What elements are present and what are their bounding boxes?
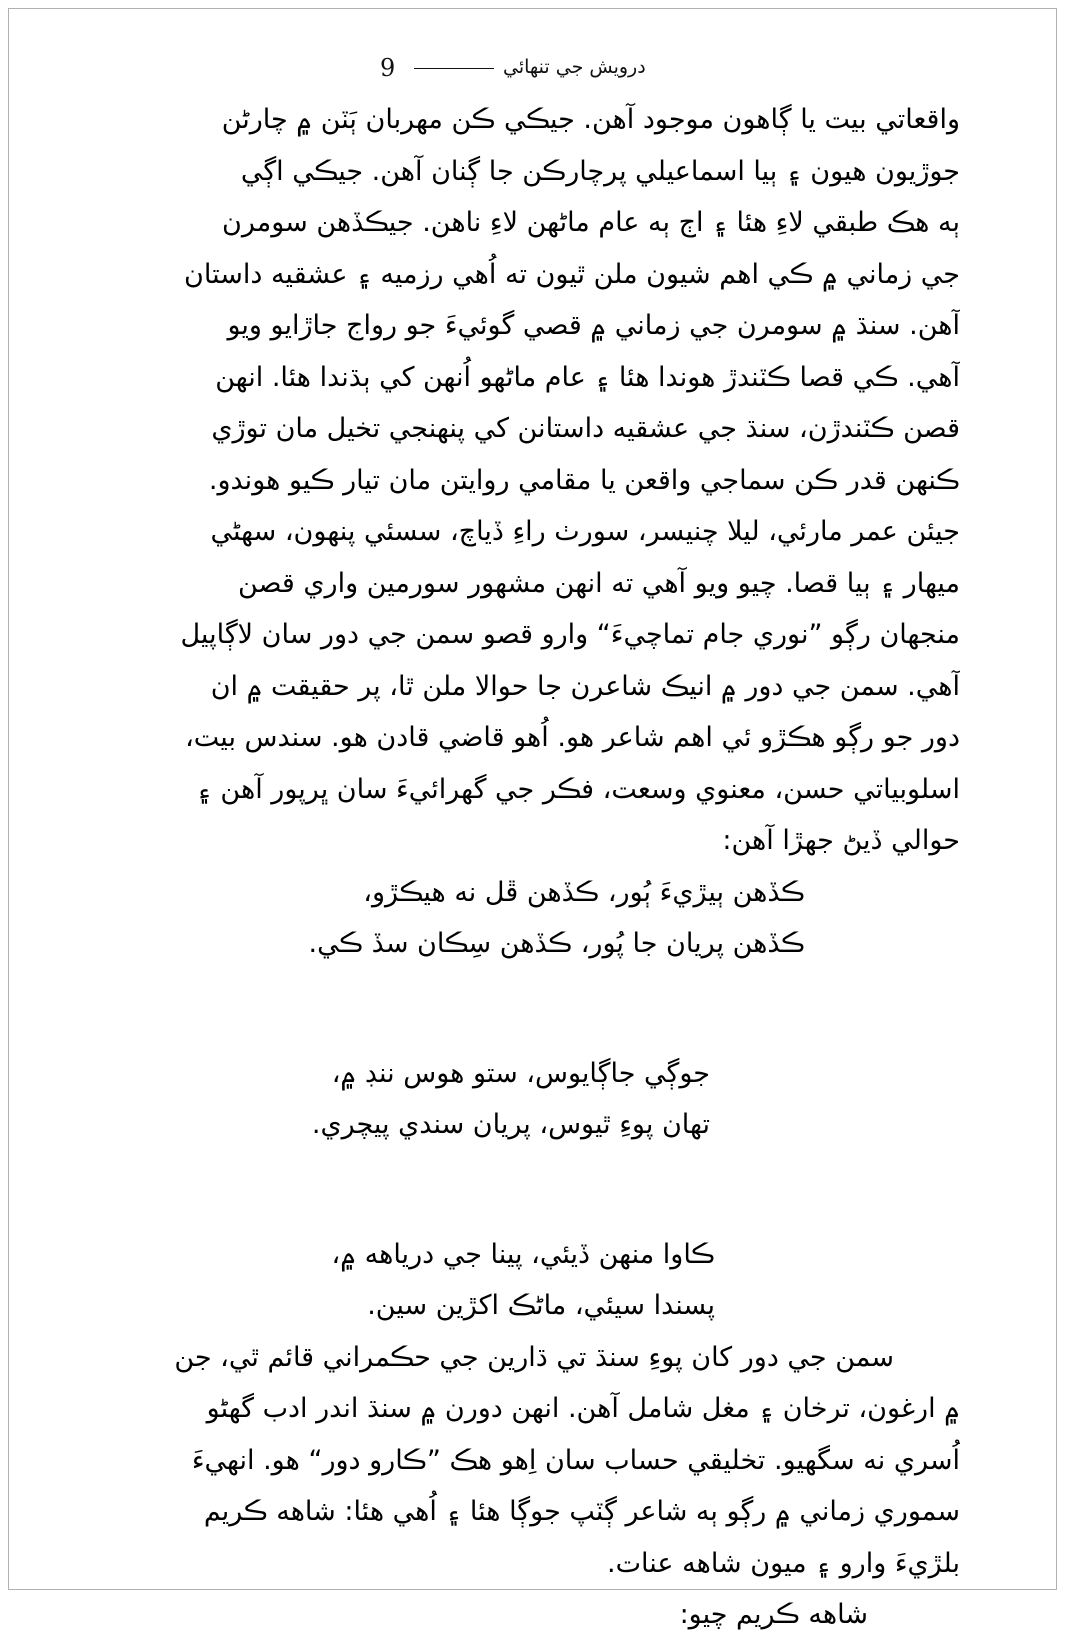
text-line: اُسري نه سگهيو. تخليقي حساب سان اِهو هڪ ”ڪارو دور“ هو. انهيءَ [191, 1444, 960, 1476]
text-line: دور جو رڳو هڪڙو ئي اهم شاعر هو. اُهو قاضي قادن هو. سندس بيت، [185, 722, 960, 753]
text-line: منجهان رڳو ”نوري جام تماچيءَ“ وارو قصو سمن جي دور سان لاڳاپيل [180, 619, 960, 650]
text-line: اسلوبياتي حسن، معنوي وسعت، فڪر جي گهرائيءَ سان ڀرپور آهن ۽ [196, 773, 960, 805]
text-line: آهي. ڪي قصا ڪٽندڙ هوندا هئا ۽ عام ماڻهو اُنهن کي ٻڌندا هئا. انهن [215, 361, 960, 393]
text-line: ڪنهن قدر ڪن سماجي واقعن يا مقامي روايتن مان تيار ڪيو هوندو. [208, 464, 960, 496]
verse-line: ڪڏهن پريان جا پُور، ڪڏهن سِڪان سڏ ڪي. [308, 928, 805, 959]
book-title: درويش جي تنهائي [503, 56, 646, 78]
text-line: واقعاتي بيت يا ڳاهون موجود آهن. جيڪي ڪن مهربان ٻَٽن ۾ چارڻن [221, 104, 960, 135]
text-line: جي زماني ۾ ڪي اهم شيون ملن ٿيون ته اُهي رزميه ۽ عشقيه داستان [184, 258, 960, 290]
page-number: 9 [380, 54, 396, 82]
text-line: ميهار ۽ ٻيا قصا. چيو ويو آهي ته انهن مشهور سورمين واري قصن [237, 567, 960, 599]
text-line: سمن جي دور کان پوءِ سنڌ تي ڌارين جي حڪمراني قائم ٿي، جن [174, 1341, 894, 1373]
stanza-gap [108, 970, 960, 1048]
header-rule [414, 68, 494, 69]
text-line: ٻه هڪ طبقي لاءِ هئا ۽ اڄ ٻه عام ماڻهن لاءِ ناهن. جيڪڏهن سومرن [222, 207, 960, 238]
text-line: قصن ڪٽندڙن، سنڌ جي عشقيه داستانن کي پنهنجي تخيل مان توڙي [211, 413, 960, 444]
text-line: حوالي ڏيڻ جهڙا آهن: [722, 825, 960, 856]
verse-line: ڪڏهن ٻيڙيءَ ٻُور، ڪڏهن ڦل نه هيڪڙو، [363, 876, 805, 908]
text-line: آهي. سمن جي دور ۾ انيڪ شاعرن جا حوالا ملن ٿا، پر حقيقت ۾ ان [210, 670, 960, 702]
page-body [108, 94, 960, 1641]
verse-line: تهان پوءِ ٿيوس، پريان سندي پيچري. [311, 1109, 710, 1140]
verse-line: پسندا سيئي، ماڻڪ اکڙين سين. [367, 1290, 715, 1321]
closing-line: شاهه ڪريم چيو: [679, 1599, 868, 1630]
verse-line: ڪاوا منهن ڏيئي، پينا جي درياهه ۾، [331, 1238, 715, 1270]
text-line: سموري زماني ۾ رڳو ٻه شاعر ڳٽپ جوڳا هئا ۽ اُهي هئا: شاهه ڪريم [203, 1496, 960, 1527]
text-line: جوڙيون هيون ۽ ٻيا اسماعيلي پرچارڪن جا ڳنان آهن. جيڪي اڳي [240, 155, 960, 187]
verse-line: جوڳي جاڳايوس، ستو هوس ننڊ ۾، [331, 1057, 710, 1089]
stanza-gap [108, 1151, 960, 1229]
text-line: بلڙيءَ وارو ۽ ميون شاهه عنات. [607, 1547, 960, 1579]
running-header [0, 52, 1067, 86]
text-line: ۾ ارغون، ترخان ۽ مغل شامل آهن. انهن دورن ۾ سنڌ اندر ادب گهڻو [206, 1393, 960, 1424]
text-line: جيئن عمر مارئي، ليلا چنيسر، سورٺ راءِ ڏياچ، سسئي پنهون، سهڻي [210, 516, 960, 547]
text-line: آهن. سنڌ ۾ سومرن جي زماني ۾ قصي گوئيءَ جو رواج جاڙايو ويو [227, 310, 960, 341]
